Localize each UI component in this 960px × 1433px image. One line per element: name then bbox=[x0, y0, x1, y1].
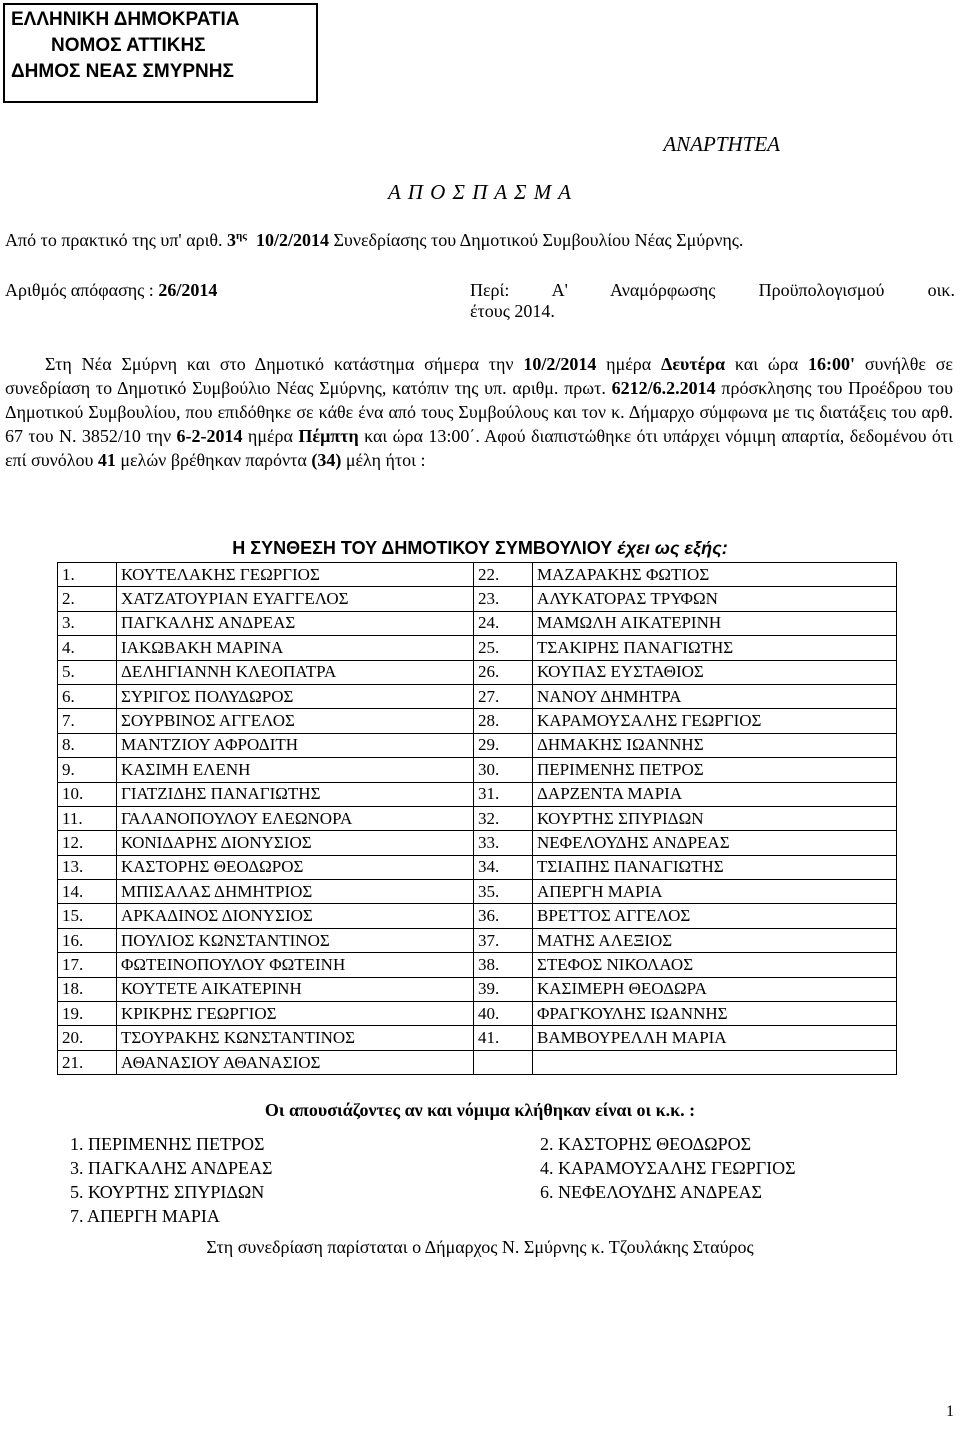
table-row bbox=[58, 806, 897, 830]
member-name: ΜΠΙΣΑΛΑΣ ΔΗΜΗΤΡΙΟΣ bbox=[117, 880, 474, 904]
absent-column-right bbox=[540, 1132, 920, 1204]
session-paragraph bbox=[5, 352, 953, 472]
session-date: 10/2/2014 bbox=[255, 230, 329, 250]
member-number: 9. bbox=[58, 758, 117, 782]
para-text-7: και ώρα 13:00΄. Αφού διαπιστώθηκε ότι υπάρχει νόμιμη απαρτία, δεδομένου ότι επί συνόλου bbox=[5, 426, 953, 470]
table-row bbox=[58, 611, 897, 635]
table-row bbox=[58, 1050, 897, 1074]
member-number: 13. bbox=[58, 855, 117, 879]
para-text-6: ημέρα bbox=[242, 426, 299, 446]
table-row bbox=[58, 880, 897, 904]
table-row bbox=[58, 904, 897, 928]
invite-date: 6-2-2014 bbox=[176, 426, 243, 446]
member-number: 31. bbox=[474, 782, 533, 806]
para-text-9: μέλη ήτοι : bbox=[341, 450, 426, 470]
table-row bbox=[58, 684, 897, 708]
member-name: ΚΡΙΚΡΗΣ ΓΕΩΡΓΙΟΣ bbox=[117, 1002, 474, 1026]
table-row bbox=[58, 636, 897, 660]
header-prefecture: ΝΟΜΟΣ ΑΤΤΙΚΗΣ bbox=[51, 35, 206, 56]
publish-notice: ΑΝΑΡΤΗΤΕΑ bbox=[663, 132, 780, 156]
composition-title-italic: έχει ως εξής: bbox=[612, 538, 728, 558]
member-name: ΚΟΥΤΕΛΑΚΗΣ ΓΕΩΡΓΙΟΣ bbox=[117, 563, 474, 587]
member-number: 8. bbox=[58, 733, 117, 757]
session-suffix: ης bbox=[236, 230, 247, 242]
member-number: 16. bbox=[58, 928, 117, 952]
member-name: ΚΑΡΑΜΟΥΣΑΛΗΣ ΓΕΩΡΓΙΟΣ bbox=[533, 709, 897, 733]
council-members-table bbox=[57, 562, 897, 1075]
member-name: ΤΣΙΑΠΗΣ ΠΑΝΑΓΙΩΤΗΣ bbox=[533, 855, 897, 879]
composition-title-bold: Η ΣΥΝΘΕΣΗ ΤΟΥ ΔΗΜΟΤΙΚΟΥ ΣΥΜΒΟΥΛΙΟΥ bbox=[232, 538, 613, 558]
present-members: (34) bbox=[311, 450, 342, 470]
member-name: ΓΙΑΤΖΙΔΗΣ ΠΑΝΑΓΙΩΤΗΣ bbox=[117, 782, 474, 806]
meeting-time: 16:00' bbox=[807, 354, 855, 374]
para-text-8: μελών βρέθηκαν παρόντα bbox=[115, 450, 312, 470]
list-item: 5. ΚΟΥΡΤΗΣ ΣΠΥΡΙΔΩΝ bbox=[70, 1182, 265, 1202]
member-number: 33. bbox=[474, 831, 533, 855]
list-item: 2. ΚΑΣΤΟΡΗΣ ΘΕΟΔΩΡΟΣ bbox=[540, 1134, 752, 1154]
member-name: ΠΟΥΛΙΟΣ ΚΩΝΣΤΑΝΤΙΝΟΣ bbox=[117, 928, 474, 952]
member-number: 23. bbox=[474, 587, 533, 611]
member-name: ΚΟΥΤΕΤΕ ΑΙΚΑΤΕΡΙΝΗ bbox=[117, 977, 474, 1001]
member-name: ΙΑΚΩΒΑΚΗ ΜΑΡΙΝΑ bbox=[117, 636, 474, 660]
member-name: ΜΑΖΑΡΑΚΗΣ ΦΩΤΙΟΣ bbox=[533, 563, 897, 587]
absent-title: Οι απουσιάζοντες αν και νόμιμα κλήθηκαν είναι οι κ.κ. : bbox=[264, 1100, 696, 1120]
member-number: 39. bbox=[474, 977, 533, 1001]
member-name: ΦΡΑΓΚΟΥΛΗΣ ΙΩΑΝΝΗΣ bbox=[533, 1002, 897, 1026]
table-row bbox=[58, 1002, 897, 1026]
member-number: 34. bbox=[474, 855, 533, 879]
member-name: ΑΠΕΡΓΗ ΜΑΡΙΑ bbox=[533, 880, 897, 904]
member-number: 3. bbox=[58, 611, 117, 635]
member-name: ΤΣΟΥΡΑΚΗΣ ΚΩΝΣΤΑΝΤΙΝΟΣ bbox=[117, 1026, 474, 1050]
member-number: 26. bbox=[474, 660, 533, 684]
member-name: ΚΟΝΙΔΑΡΗΣ ΔΙΟΝΥΣΙΟΣ bbox=[117, 831, 474, 855]
table-row bbox=[58, 1026, 897, 1050]
session-number: 3 bbox=[227, 230, 237, 250]
member-number: 32. bbox=[474, 806, 533, 830]
list-item: 3. ΠΑΓΚΑΛΗΣ ΑΝΔΡΕΑΣ bbox=[70, 1158, 273, 1178]
member-number: 20. bbox=[58, 1026, 117, 1050]
member-name: ΔΗΜΑΚΗΣ ΙΩΑΝΝΗΣ bbox=[533, 733, 897, 757]
member-name: ΣΟΥΡΒΙΝΟΣ ΑΓΓΕΛΟΣ bbox=[117, 709, 474, 733]
mayor-presence-note: Στη συνεδρίαση παρίσταται ο Δήμαρχος Ν. Σμύρνης κ. Τζουλάκης Σταύρος bbox=[206, 1237, 754, 1257]
practice-suffix: Συνεδρίασης του Δημοτικού Συμβουλίου Νέας Σμύρνης. bbox=[328, 230, 744, 250]
para-text-2: ημέρα bbox=[596, 354, 662, 374]
member-number: 18. bbox=[58, 977, 117, 1001]
decision-subject-line2: έτους 2014. bbox=[470, 301, 555, 321]
member-number: 37. bbox=[474, 928, 533, 952]
member-name: ΝΑΝΟΥ ΔΗΜΗΤΡΑ bbox=[533, 684, 897, 708]
practice-line bbox=[5, 230, 743, 251]
header-municipality: ΔΗΜΟΣ ΝΕΑΣ ΣΜΥΡΝΗΣ bbox=[11, 61, 234, 82]
member-name: ΑΡΚΑΔΙΝΟΣ ΔΙΟΝΥΣΙΟΣ bbox=[117, 904, 474, 928]
member-number: 7. bbox=[58, 709, 117, 733]
member-name: ΧΑΤΖΑΤΟΥΡΙΑΝ ΕΥΑΓΓΕΛΟΣ bbox=[117, 587, 474, 611]
member-number: 11. bbox=[58, 806, 117, 830]
decision-subject bbox=[470, 280, 955, 322]
member-name: ΑΛΥΚΑΤΟΡΑΣ ΤΡΥΦΩΝ bbox=[533, 587, 897, 611]
member-name: ΚΟΥΡΤΗΣ ΣΠΥΡΙΔΩΝ bbox=[533, 806, 897, 830]
table-row bbox=[58, 855, 897, 879]
member-number: 6. bbox=[58, 684, 117, 708]
member-number: 30. bbox=[474, 758, 533, 782]
member-name: ΒΡΕΤΤΟΣ ΑΓΓΕΛΟΣ bbox=[533, 904, 897, 928]
member-number: 24. bbox=[474, 611, 533, 635]
document-title: Α Π Ο Σ Π Α Σ Μ Α bbox=[388, 180, 572, 204]
member-name: ΒΑΜΒΟΥΡΕΛΛΗ ΜΑΡΙΑ bbox=[533, 1026, 897, 1050]
member-number: 1. bbox=[58, 563, 117, 587]
para-text-4: συνήλθε σε συνεδρίαση το Δημοτικό Συμβούλιο Νέας Σμύρνης, κατόπιν της υπ. αριθμ. πρωτ. bbox=[5, 354, 953, 398]
member-number: 28. bbox=[474, 709, 533, 733]
member-name: ΚΑΣΙΜΗ ΕΛΕΝΗ bbox=[117, 758, 474, 782]
member-number: 12. bbox=[58, 831, 117, 855]
member-number: 22. bbox=[474, 563, 533, 587]
absent-column-left bbox=[70, 1132, 530, 1228]
para-text-1: Στη Νέα Σμύρνη και στο Δημοτικό κατάστημα σήμερα την bbox=[45, 354, 524, 374]
page-number: 1 bbox=[946, 1403, 954, 1420]
member-number: 27. bbox=[474, 684, 533, 708]
member-name: ΑΘΑΝΑΣΙΟΥ ΑΘΑΝΑΣΙΟΣ bbox=[117, 1050, 474, 1074]
member-name: ΠΑΓΚΑΛΗΣ ΑΝΔΡΕΑΣ bbox=[117, 611, 474, 635]
member-name: ΣΥΡΙΓΟΣ ΠΟΛΥΔΩΡΟΣ bbox=[117, 684, 474, 708]
member-name: ΠΕΡΙΜΕΝΗΣ ΠΕΤΡΟΣ bbox=[533, 758, 897, 782]
table-row bbox=[58, 831, 897, 855]
member-name: ΚΑΣΙΜΕΡΗ ΘΕΟΔΩΡΑ bbox=[533, 977, 897, 1001]
decision-label: Αριθμός απόφασης : bbox=[5, 280, 159, 300]
table-row bbox=[58, 782, 897, 806]
member-number: 17. bbox=[58, 953, 117, 977]
member-number: 15. bbox=[58, 904, 117, 928]
composition-title bbox=[0, 538, 960, 559]
list-item: 7. ΑΠΕΡΓΗ ΜΑΡΙΑ bbox=[70, 1206, 220, 1226]
list-item: 1. ΠΕΡΙΜΕΝΗΣ ΠΕΤΡΟΣ bbox=[70, 1134, 265, 1154]
issuer-header-box bbox=[3, 3, 318, 103]
member-name: ΓΑΛΑΝΟΠΟΥΛΟΥ ΕΛΕΩΝΟΡΑ bbox=[117, 806, 474, 830]
meeting-date: 10/2/2014 bbox=[523, 354, 597, 374]
member-name: ΔΕΛΗΓΙΑΝΝΗ ΚΛΕΟΠΑΤΡΑ bbox=[117, 660, 474, 684]
member-name: ΜΑΤΗΣ ΑΛΕΞΙΟΣ bbox=[533, 928, 897, 952]
member-name: ΤΣΑΚΙΡΗΣ ΠΑΝΑΓΙΩΤΗΣ bbox=[533, 636, 897, 660]
member-name: ΜΑΜΩΛΗ ΑΙΚΑΤΕΡΙΝΗ bbox=[533, 611, 897, 635]
member-number: 19. bbox=[58, 1002, 117, 1026]
member-number: 38. bbox=[474, 953, 533, 977]
member-number: 35. bbox=[474, 880, 533, 904]
member-number: 25. bbox=[474, 636, 533, 660]
member-number: 4. bbox=[58, 636, 117, 660]
para-text-5: πρόσκλησης του Προέδρου του Δημοτικού Συμβουλίου, που επιδόθηκε σε κάθε ένα από τους Συμβούλους και τον κ. Δήμαρχο σύμφωνα με τις διατάξεις του αρθ. 67 του Ν. 3852/10 την bbox=[5, 378, 953, 446]
table-row bbox=[58, 660, 897, 684]
member-name: ΜΑΝΤΖΙΟΥ ΑΦΡΟΔΙΤΗ bbox=[117, 733, 474, 757]
table-row bbox=[58, 733, 897, 757]
member-number: 21. bbox=[58, 1050, 117, 1074]
practice-prefix: Από το πρακτικό της υπ' αριθ. bbox=[5, 230, 228, 250]
decision-number-line bbox=[5, 280, 217, 301]
table-row bbox=[58, 709, 897, 733]
member-name: ΝΕΦΕΛΟΥΔΗΣ ΑΝΔΡΕΑΣ bbox=[533, 831, 897, 855]
member-number: 36. bbox=[474, 904, 533, 928]
para-text-3: και ώρα bbox=[725, 354, 808, 374]
member-name: ΣΤΕΦΟΣ ΝΙΚΟΛΑΟΣ bbox=[533, 953, 897, 977]
protocol-number: 6212/6.2.2014 bbox=[611, 378, 716, 398]
member-name bbox=[533, 1050, 897, 1074]
member-name: ΦΩΤΕΙΝΟΠΟΥΛΟΥ ΦΩΤΕΙΝΗ bbox=[117, 953, 474, 977]
member-number: 41. bbox=[474, 1026, 533, 1050]
member-number: 40. bbox=[474, 1002, 533, 1026]
table-row bbox=[58, 953, 897, 977]
member-number bbox=[474, 1050, 533, 1074]
member-name: ΚΟΥΠΑΣ ΕΥΣΤΑΘΙΟΣ bbox=[533, 660, 897, 684]
member-number: 29. bbox=[474, 733, 533, 757]
total-members: 41 bbox=[97, 450, 116, 470]
member-number: 2. bbox=[58, 587, 117, 611]
member-number: 5. bbox=[58, 660, 117, 684]
member-name: ΚΑΣΤΟΡΗΣ ΘΕΟΔΩΡΟΣ bbox=[117, 855, 474, 879]
member-number: 10. bbox=[58, 782, 117, 806]
table-row bbox=[58, 587, 897, 611]
decision-subject-line1: Περί: Α' Αναμόρφωσης Προϋπολογισμού οικ. bbox=[470, 280, 955, 300]
invite-day: Πέμπτη bbox=[298, 426, 359, 446]
table-row bbox=[58, 563, 897, 587]
meeting-day: Δευτέρα bbox=[661, 354, 726, 374]
member-number: 14. bbox=[58, 880, 117, 904]
table-row bbox=[58, 977, 897, 1001]
member-name: ΔΑΡΖΕΝΤΑ ΜΑΡΙΑ bbox=[533, 782, 897, 806]
table-row bbox=[58, 928, 897, 952]
table-row bbox=[58, 758, 897, 782]
decision-number: 26/2014 bbox=[158, 280, 218, 300]
list-item: 4. ΚΑΡΑΜΟΥΣΑΛΗΣ ΓΕΩΡΓΙΟΣ bbox=[540, 1158, 796, 1178]
header-republic: ΕΛΛΗΝΙΚΗ ΔΗΜΟΚΡΑΤΙΑ bbox=[11, 9, 240, 30]
list-item: 6. ΝΕΦΕΛΟΥΔΗΣ ΑΝΔΡΕΑΣ bbox=[540, 1182, 762, 1202]
